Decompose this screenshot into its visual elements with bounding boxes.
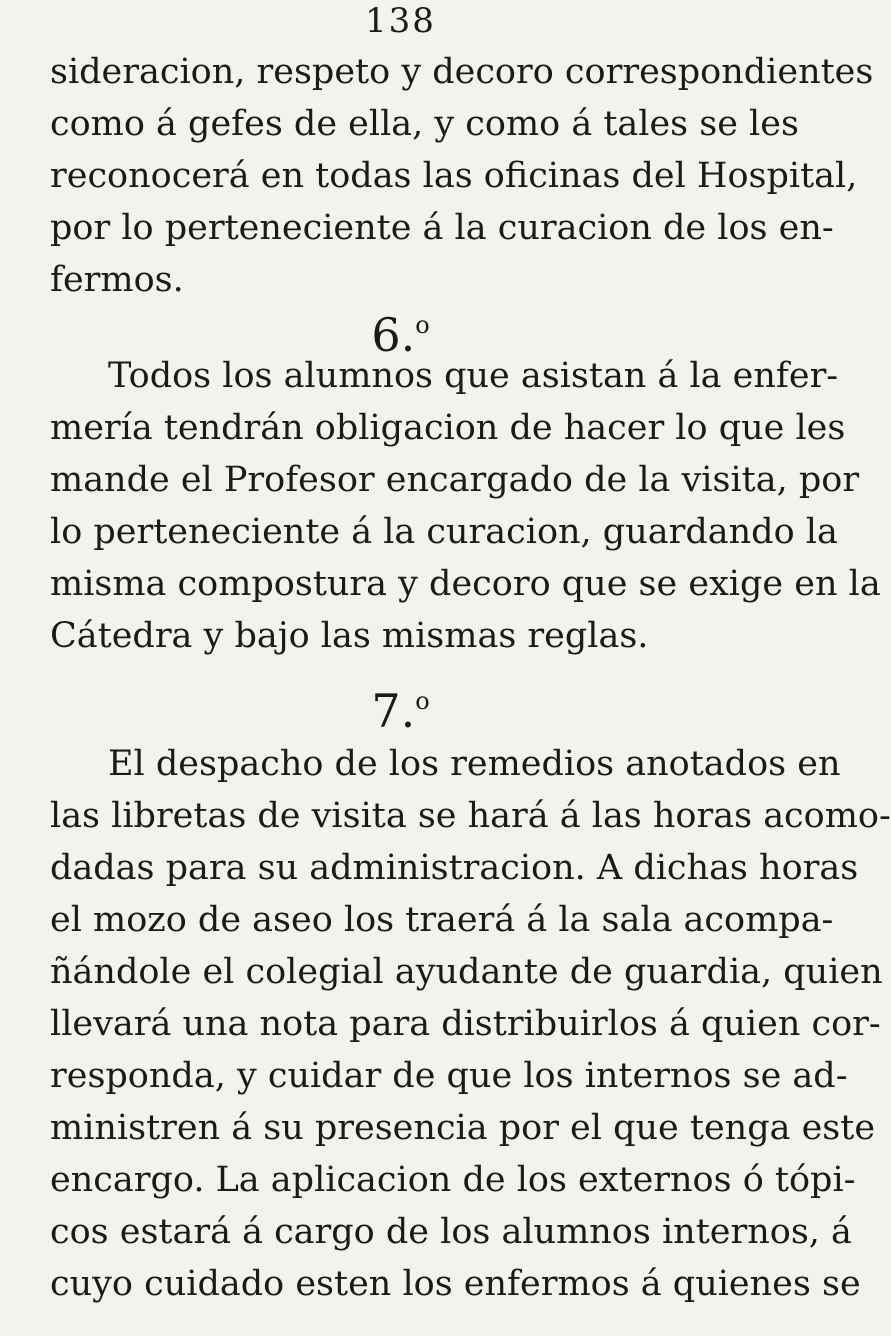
text-line: dadas para su administracion. A dichas horas xyxy=(50,848,859,888)
text-line: reconocerá en todas las oficinas del Hospital, xyxy=(50,156,858,196)
text-line: las libretas de visita se hará á las horas acomo- xyxy=(50,796,891,836)
text-line: Todos los alumnos que asistan á la enfer- xyxy=(108,356,839,396)
text-line: ñándole el colegial ayudante de guardia, quien xyxy=(50,952,883,992)
text-line: Cátedra y bajo las mismas reglas. xyxy=(50,616,649,656)
text-line: encargo. La aplicacion de los externos ó tópi- xyxy=(50,1160,856,1200)
text-line: sideracion, respeto y decoro correspondientes xyxy=(50,52,874,92)
text-line: mería tendrán obligacion de hacer lo que les xyxy=(50,408,846,448)
text-line: cuyo cuidado esten los enfermos á quienes se xyxy=(50,1264,861,1304)
paragraph-continued xyxy=(50,46,874,306)
text-line: lo perteneciente á la curacion, guardando la xyxy=(50,512,838,552)
text-line: por lo perteneciente á la curacion de los en- xyxy=(50,208,834,248)
section-heading-7 xyxy=(0,676,801,736)
section-ordinal: o xyxy=(415,311,430,339)
text-line: el mozo de aseo los traerá á la sala acompa- xyxy=(50,900,834,940)
section-number: 7. xyxy=(371,684,416,738)
section-number: 6. xyxy=(371,308,416,362)
text-line: cos estará á cargo de los alumnos internos, á xyxy=(50,1212,852,1252)
page-number: 138 xyxy=(365,1,436,41)
text-line: responda, y cuidar de que los internos se ad- xyxy=(50,1056,848,1096)
text-line: ministren á su presencia por el que tenga este xyxy=(50,1108,876,1148)
section-ordinal: o xyxy=(415,687,430,715)
text-line: misma compostura y decoro que se exige en la xyxy=(50,564,881,604)
text-line: fermos. xyxy=(50,260,184,300)
text-line: mande el Profesor encargado de la visita, por xyxy=(50,460,860,500)
text-line: llevará una nota para distribuirlos á quien cor- xyxy=(50,1004,881,1044)
paragraph-section-7 xyxy=(50,738,891,1310)
paragraph-section-6 xyxy=(50,350,881,662)
text-line: como á gefes de ella, y como á tales se les xyxy=(50,104,799,144)
text-line: El despacho de los remedios anotados en xyxy=(108,744,841,784)
